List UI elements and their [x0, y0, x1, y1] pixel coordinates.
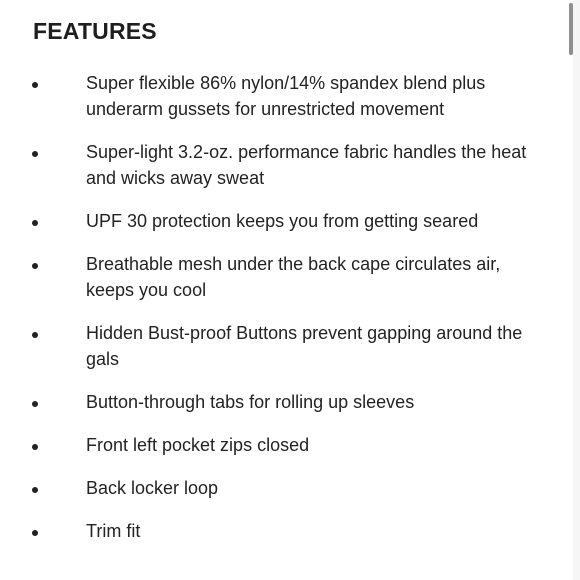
feature-item: [0, 518, 560, 544]
bullet-icon: [0, 432, 86, 458]
bullet-icon: [0, 139, 86, 165]
bullet-icon: [0, 320, 86, 346]
feature-text: Back locker loop: [86, 478, 219, 498]
feature-item: [0, 432, 560, 458]
feature-text: UPF 30 protection keeps you from getting seared: [86, 211, 479, 231]
feature-item: [0, 475, 560, 501]
bullet-icon: [0, 475, 86, 501]
feature-text: Trim fit: [86, 521, 141, 541]
feature-text: Breathable mesh under the back cape circulates air, keeps you cool: [86, 254, 501, 300]
feature-item: [0, 139, 560, 191]
feature-text: Button-through tabs for rolling up sleeves: [86, 392, 415, 412]
bullet-icon: [0, 70, 86, 96]
feature-text: Super-light 3.2-oz. performance fabric handles the heat and wicks away sweat: [86, 142, 527, 188]
bullet-icon: [0, 389, 86, 415]
bullet-icon: [0, 518, 86, 544]
feature-text: Front left pocket zips closed: [86, 435, 310, 455]
bullet-icon: [0, 251, 86, 277]
vertical-scrollbar[interactable]: [569, 3, 573, 55]
feature-text: Hidden Bust-proof Buttons prevent gapping around the gals: [86, 323, 523, 369]
bullet-icon: [0, 208, 86, 234]
features-list: [0, 70, 560, 561]
feature-text: Super flexible 86% nylon/14% spandex blend plus underarm gussets for unrestricted movement: [86, 73, 486, 119]
feature-item: [0, 389, 560, 415]
feature-item: [0, 251, 560, 303]
feature-item: [0, 320, 560, 372]
feature-item: [0, 70, 560, 122]
features-title: FEATURES: [33, 18, 157, 44]
feature-item: [0, 208, 560, 234]
